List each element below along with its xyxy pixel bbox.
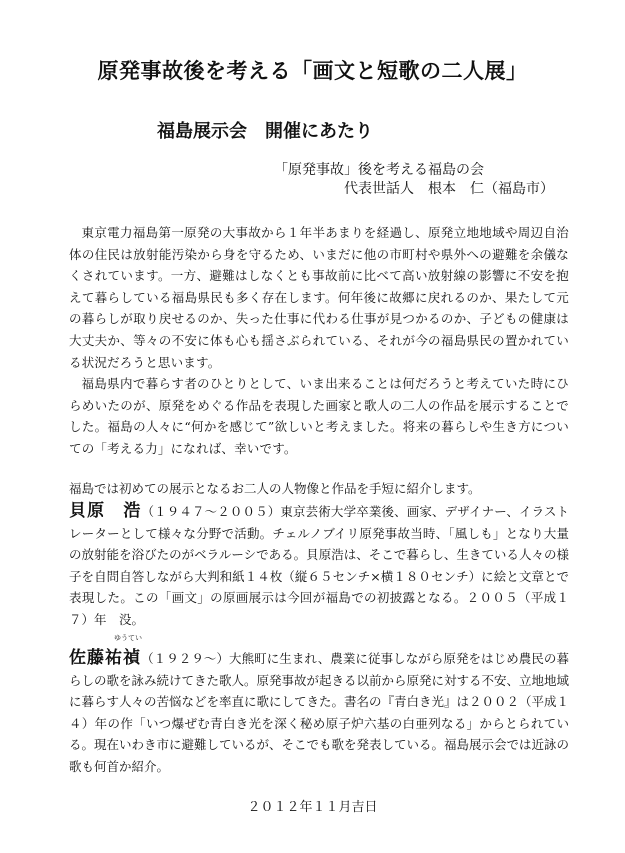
- person-profile-kaihara: [69, 501, 569, 631]
- person-name-sato: 佐藤祐禎: [69, 648, 141, 668]
- person-name-sato-wrap: [69, 634, 142, 670]
- person-name-kaihara: 貝原 浩: [69, 501, 142, 521]
- document-subtitle: 福島展示会 開催にあたり: [157, 121, 373, 142]
- person-text-kaihara: （１９４７～２００５）東京芸術大学卒業後、画家、デザイナー、イラストレーターとして様々な分野で活動。チェルノブイリ原発事故当時、「風しも」となり大量の放射能を浴びたのがベラルーシである。貝原浩は、そこで暮らし、生きている人々の様子を自問自答しながら大判和紙１４枚（縦６５センチ×横１８０センチ）に絵と文章とで表現した。この「画文」の原画展示は今回が福島での初披露となる。２００５（平成１７）年 没。: [69, 504, 569, 627]
- person-text-sato: （１９２９～）大熊町に生まれ、農業に従事しながら原発をはじめ農民の暮らしの歌を詠み続けてきた歌人。原発事故が起きる以前から原発に対する不安、立地地域に暮らす人々の苦悩などを率直に歌にしてきた。書名の『青白き光』は２００２（平成１４）年の作「いつ爆ぜむ青白き光を深く秘め原子炉六基の白亜列なる」からとられている。現在いわき市に避難しているが、そこでも歌を発表している。福島展示会では近詠の歌も何首か紹介。: [69, 651, 570, 774]
- representative-name: 代表世話人 根本 仁（福島市）: [344, 181, 554, 197]
- document-title: 原発事故後を考える「画文と短歌の二人展」: [97, 58, 528, 83]
- paragraph-2: 福島県内で暮らす者のひとりとして、いま出来ることは何だろうと考えていた時にひらめいたのが、原発をめぐる作品を表現した画家と歌人の二人の作品を展示することでした。福島の人々に“何かを感じて”欲しいと考えました。将来の暮らしや生き方についての「考える力」になれば、幸いです。: [69, 376, 569, 456]
- intro-line: 福島では初めての展示となるお二人の人物像と作品を手短に紹介します。: [69, 481, 481, 496]
- body-text: [69, 222, 569, 460]
- person-name-ruby: ゆうてい: [114, 634, 142, 642]
- person-profile-sato: [69, 634, 570, 778]
- organizer-name: 「原発事故」後を考える福島の会: [274, 162, 484, 178]
- document-date: ２０１２年１１月吉日: [247, 800, 378, 815]
- paragraph-1: 東京電力福島第一原発の大事故から１年半あまりを経過し、原発立地地域や周辺自治体の住民は放射能汚染から身を守るため、いまだに他の市町村や県外への避難を余儀なくされています。一方、避難はしなくとも事故前に比べて高い放射線の影響に不安を抱えて暮らしている福島県民も多く存在します。何年後に故郷に戻れるのか、果たして元の暮らしが取り戻せるのか、失った仕事に代わる仕事が見つかるのか、子どもの健康は大丈夫か、等々の不安に体も心も揺さぶられている、それが今の福島県民の置かれている状況だろうと思います。: [69, 225, 569, 370]
